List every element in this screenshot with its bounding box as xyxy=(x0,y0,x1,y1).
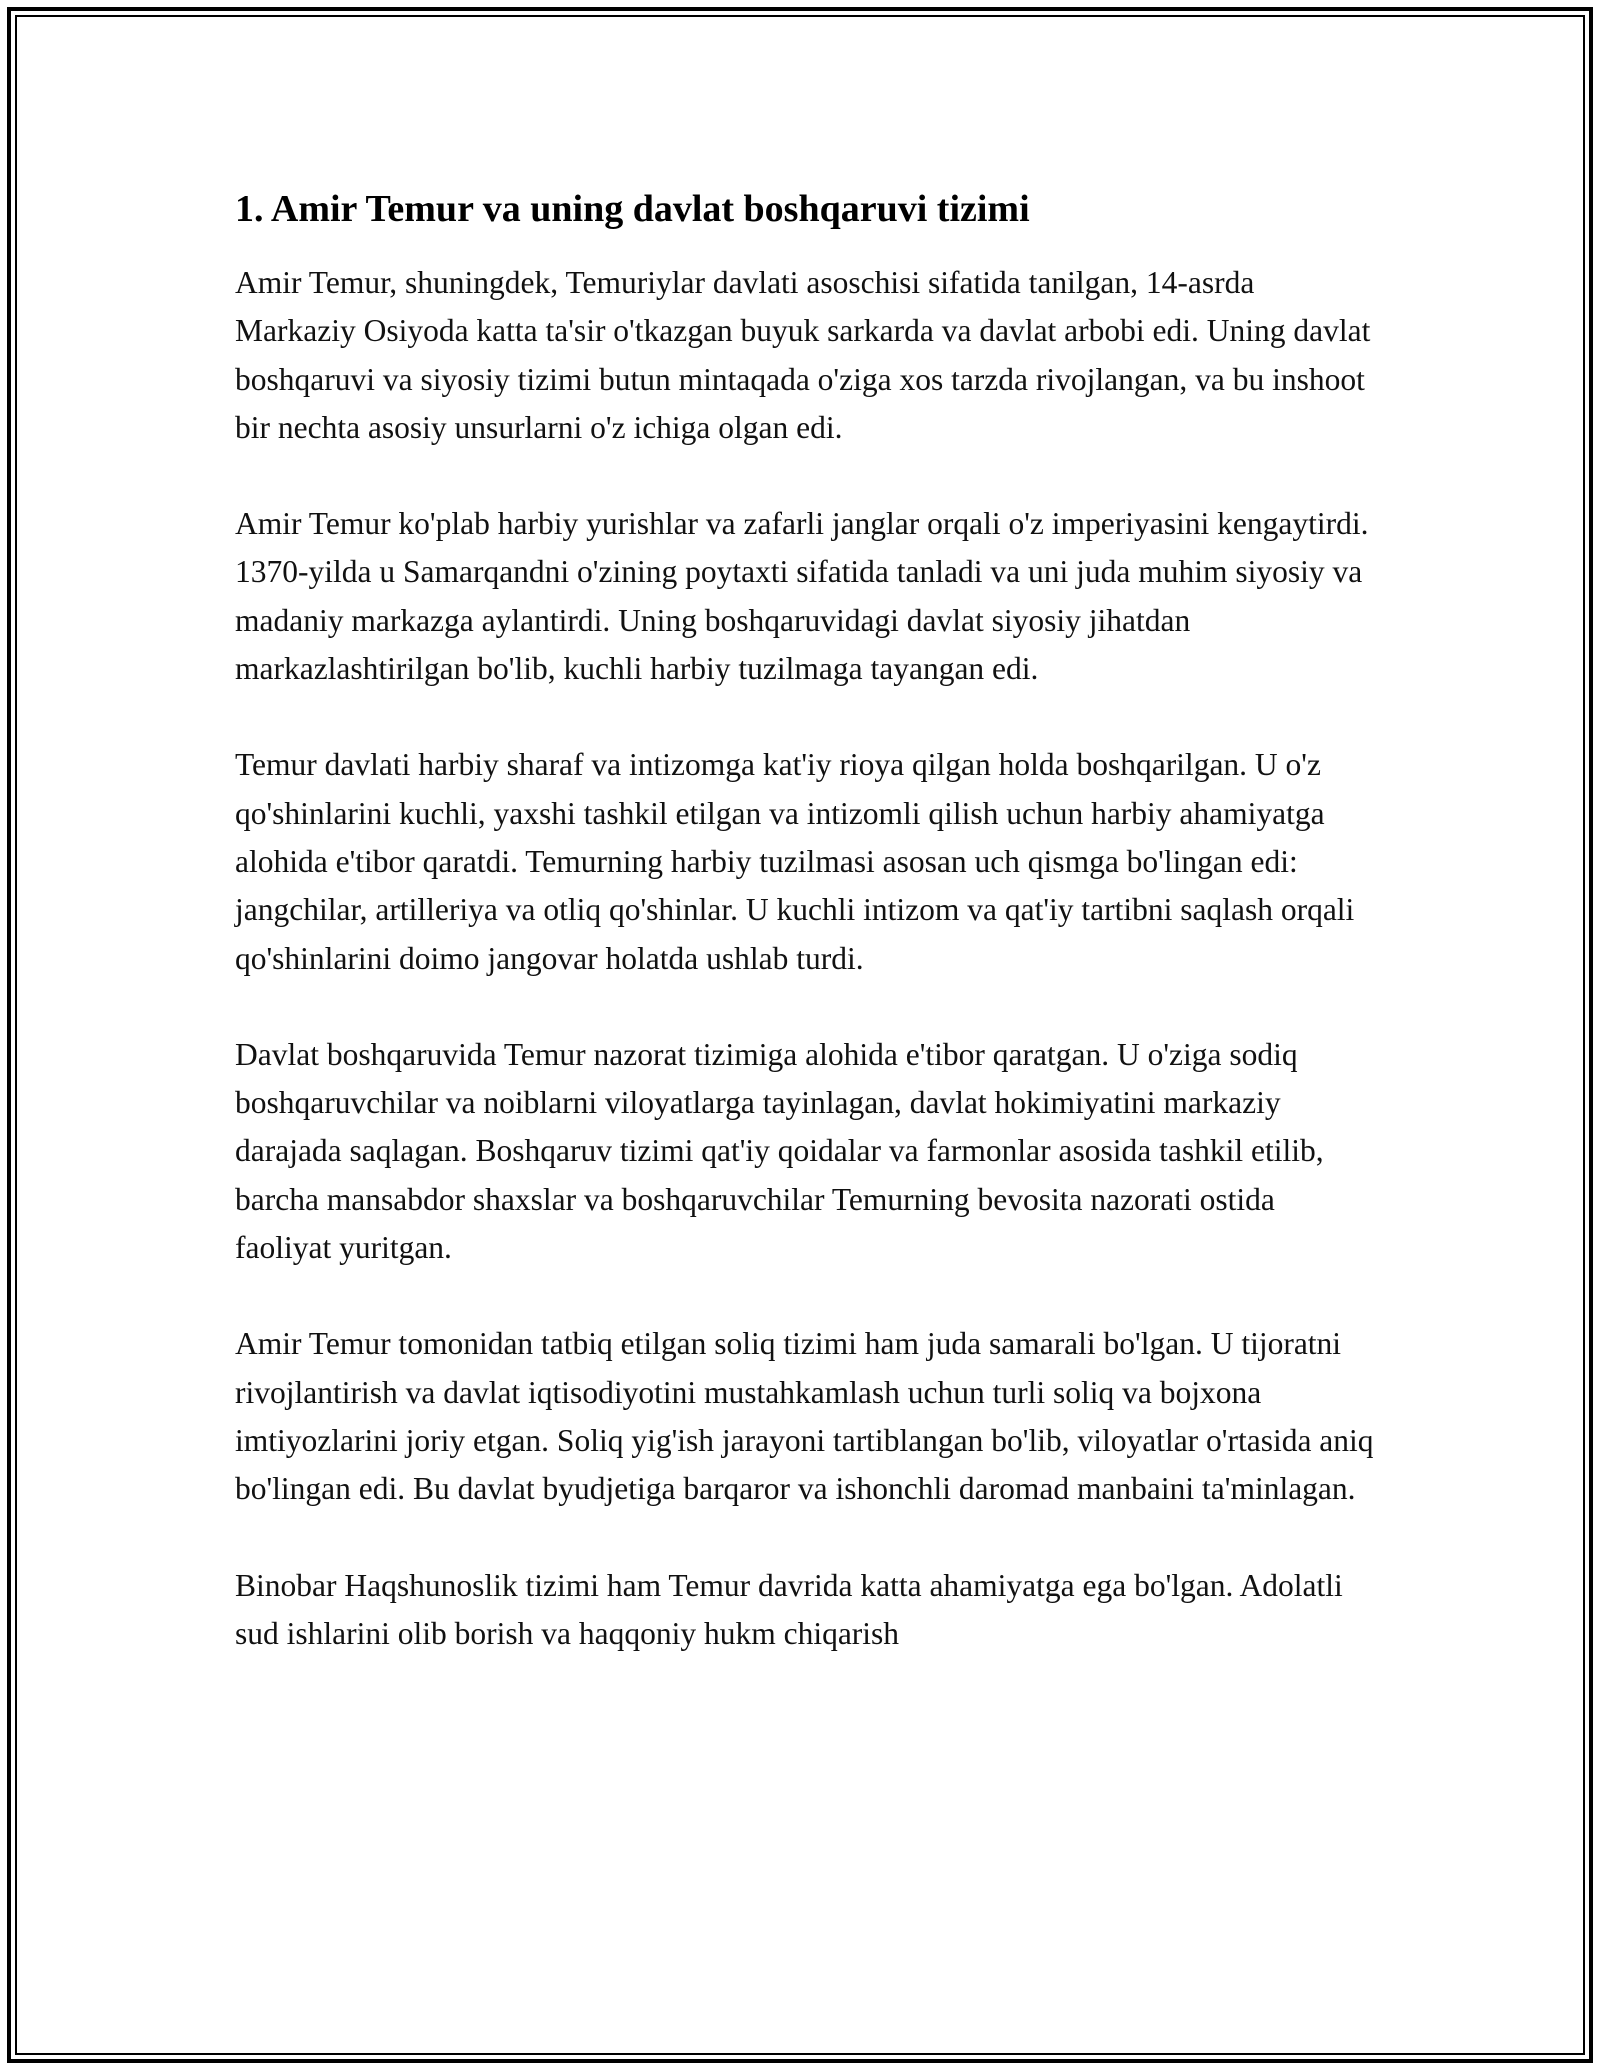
paragraph-1: Amir Temur, shuningdek, Temuriylar davlati asoschisi sifatida tanilgan, 14-asrda Markaziy Osiyoda katta ta'sir o'tkazgan buyuk sarkarda va davlat arbobi edi. Uning davlat boshqaruvi va siyosiy tizimi butun mintaqada o'ziga xos tarzda rivojlangan, va bu inshoot bir nechta asosiy unsurlarni o'z ichiga olgan edi. xyxy=(235,265,1371,445)
paragraph-5: Amir Temur tomonidan tatbiq etilgan soliq tizimi ham juda samarali bo'lgan. U tijoratni rivojlantirish va davlat iqtisodiyotini mustahkamlash uchun turli soliq va bojxona imtiyozlarini joriy etgan. Soliq yig'ish jarayoni tartiblangan bo'lib, viloyatlar o'rtasida aniq bo'lingan edi. Bu davlat byudjetiga barqaror va ishonchli daromad manbaini ta'minlagan. xyxy=(235,1326,1374,1507)
paragraph-2: Amir Temur ko'plab harbiy yurishlar va zafarli janglar orqali o'z imperiyasini kengaytirdi. 1370-yilda u Samarqandni o'zining poytaxti sifatida tanladi va uni juda muhim siyosiy va madaniy markazga aylantirdi. Uning boshqaruvidagi davlat siyosiy jihatdan markazlashtirilgan bo'lib, kuchli harbiy tuzilmaga tayangan edi. xyxy=(235,506,1369,687)
section-heading: 1. Amir Temur va uning davlat boshqaruvi tizimi xyxy=(235,188,1030,230)
paragraph-6: Binobar Haqshunoslik tizimi ham Temur davrida katta ahamiyatga ega bo'lgan. Adolatli sud ishlarini olib borish va haqqoniy hukm chiqarish xyxy=(235,1567,1343,1651)
document-body xyxy=(235,185,1375,1706)
paragraph-3: Temur davlati harbiy sharaf va intizomga kat'iy rioya qilgan holda boshqarilgan. U o'z qo'shinlarini kuchli, yaxshi tashkil etilgan va intizomli qilish uchun harbiy ahamiyatga alohida e'tibor qaratdi. Temurning harbiy tuzilmasi asosan uch qismga bo'lingan edi: jangchilar, artilleriya va otliq qo'shinlar. U kuchli intizom va qat'iy tartibni saqlash orqali qo'shinlarini doimo jangovar holatda ushlab turdi. xyxy=(235,747,1355,976)
paragraph-4: Davlat boshqaruvida Temur nazorat tizimiga alohida e'tibor qaratgan. U o'ziga sodiq boshqaruvchilar va noiblarni viloyatlarga tayinlagan, davlat hokimiyatini markaziy darajada saqlagan. Boshqaruv tizimi qat'iy qoidalar va farmonlar asosida tashkil etilib, barcha mansabdor shaxslar va boshqaruvchilar Temurning bevosita nazorati ostida faoliyat yuritgan. xyxy=(235,1036,1324,1266)
